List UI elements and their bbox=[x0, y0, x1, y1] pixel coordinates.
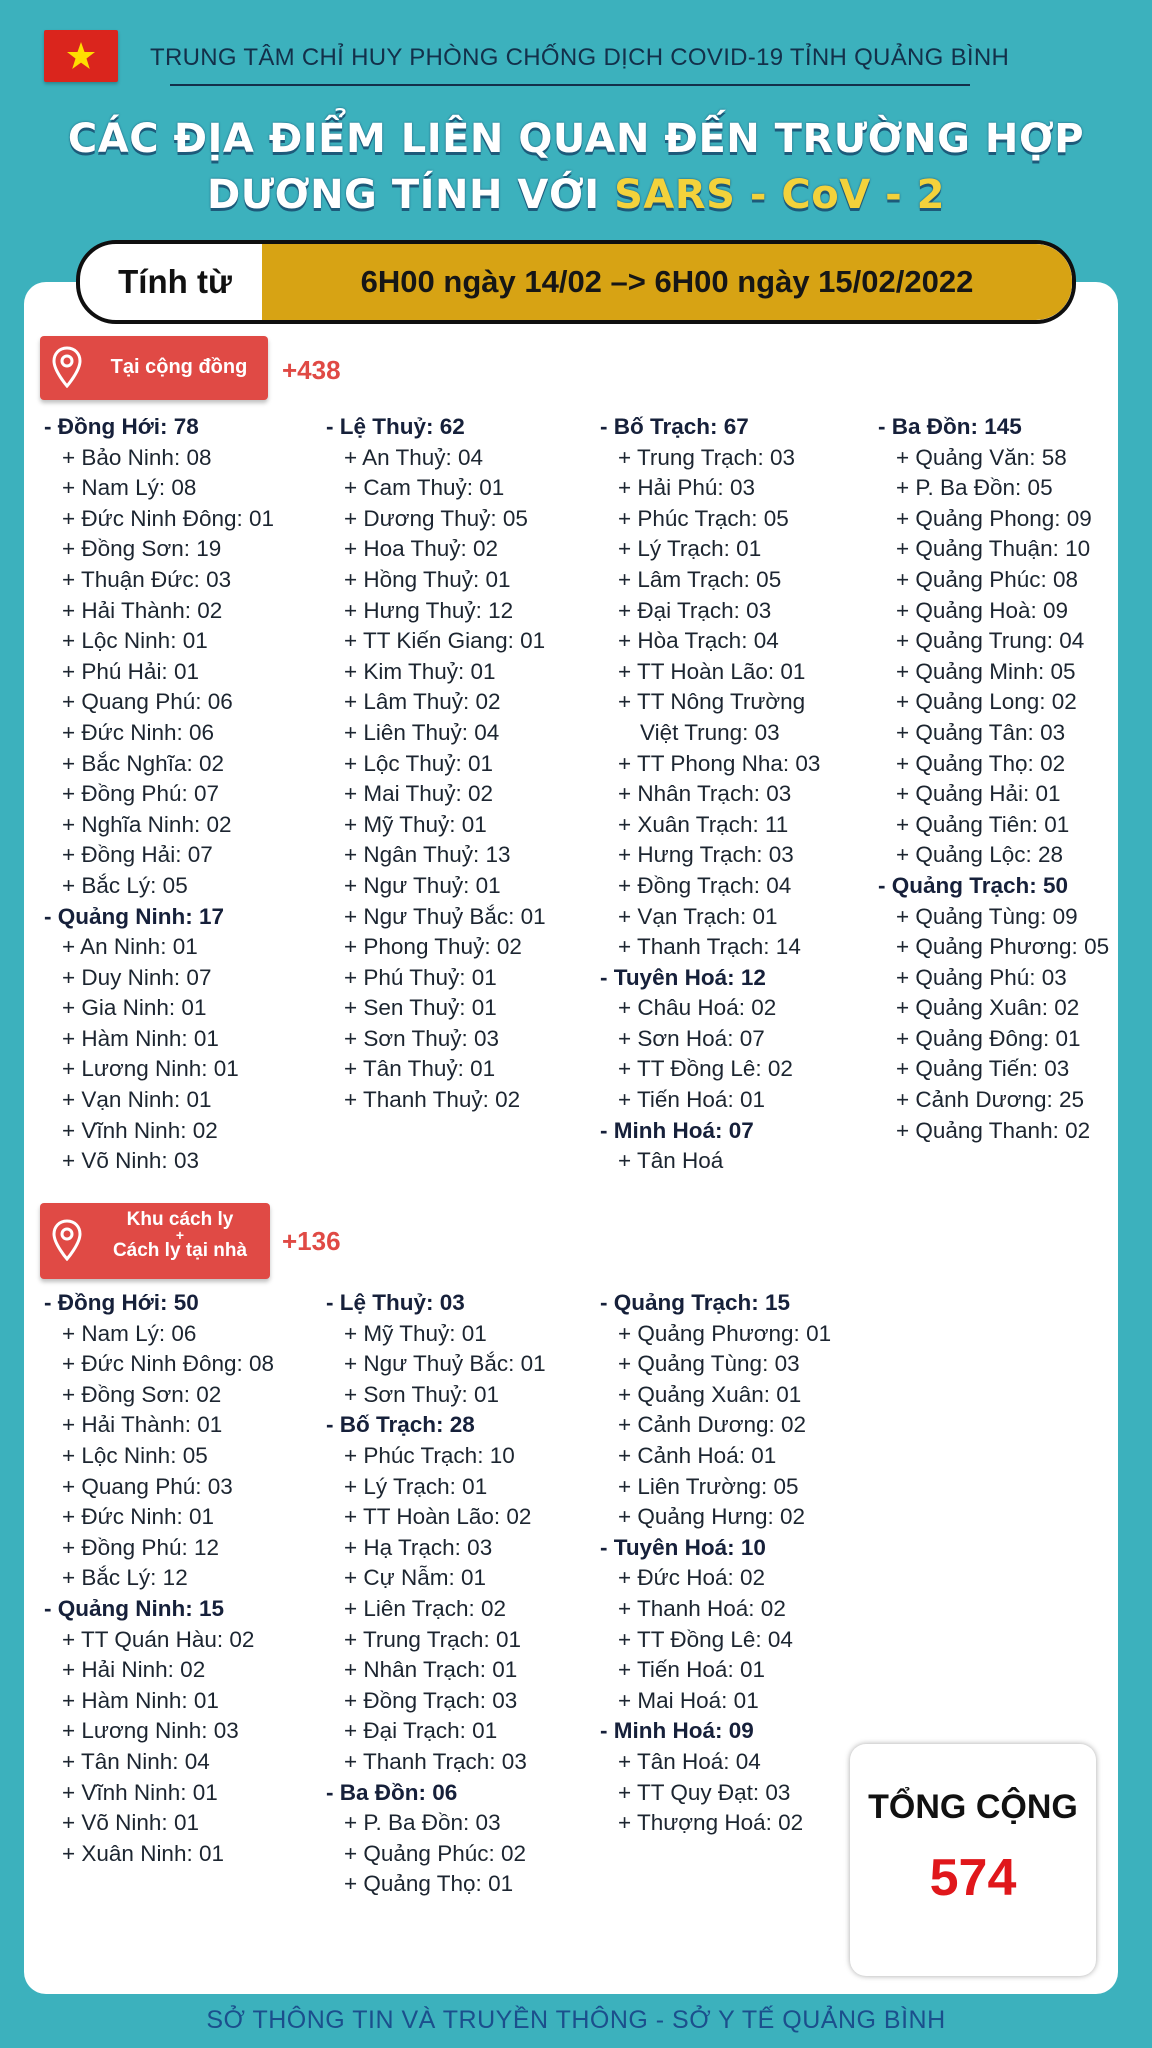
location-item: + TT Phong Nha: 03 bbox=[618, 750, 821, 776]
location-item: + Quảng Trung: 04 bbox=[896, 628, 1085, 654]
isolation-column-2 bbox=[326, 1288, 546, 1900]
location-item: + TT Nông Trường bbox=[618, 689, 806, 715]
location-item: + Xuân Ninh: 01 bbox=[62, 1840, 224, 1866]
location-item: + Võ Ninh: 01 bbox=[62, 1810, 199, 1836]
district-heading: - Quảng Ninh: 17 bbox=[44, 903, 224, 929]
location-item: + Mỹ Thuỷ: 01 bbox=[344, 1320, 487, 1346]
location-item: + Sơn Hoá: 07 bbox=[618, 1025, 765, 1051]
district-heading: - Bố Trạch: 67 bbox=[600, 414, 749, 439]
location-item: + Quảng Hoà: 09 bbox=[896, 597, 1069, 623]
header-divider bbox=[170, 84, 970, 86]
location-item: + TT Kiến Giang: 01 bbox=[344, 628, 546, 654]
location-item: + TT Đồng Lê: 02 bbox=[618, 1056, 793, 1082]
location-item: + Mai Thuỷ: 02 bbox=[344, 781, 494, 807]
location-item: + Quảng Tiên: 01 bbox=[896, 811, 1070, 837]
total-box bbox=[850, 1744, 1096, 1976]
location-pin-icon bbox=[52, 1219, 82, 1261]
location-item: + Quảng Phương: 01 bbox=[618, 1320, 832, 1346]
isolation-badge bbox=[40, 1203, 270, 1279]
location-item: + Đồng Phú: 07 bbox=[62, 781, 219, 807]
location-item: + Đồng Trạch: 03 bbox=[344, 1687, 518, 1713]
district-heading: - Quảng Trạch: 50 bbox=[878, 872, 1069, 898]
location-item: + Quảng Đông: 01 bbox=[896, 1025, 1081, 1051]
location-item: + Hải Thành: 02 bbox=[62, 597, 223, 623]
location-item: + P. Ba Đồn: 05 bbox=[896, 475, 1053, 501]
location-item: + Sen Thuỷ: 01 bbox=[344, 995, 497, 1021]
location-item: + TT Hoàn Lão: 01 bbox=[618, 658, 806, 684]
location-item: + Quảng Hưng: 02 bbox=[618, 1504, 806, 1530]
location-item: + Hoa Thuỷ: 02 bbox=[344, 536, 499, 562]
district-heading: - Ba Đồn: 145 bbox=[878, 414, 1022, 439]
location-item: + Ngư Thuỷ: 01 bbox=[344, 872, 501, 898]
location-item: + Quảng Thọ: 01 bbox=[344, 1871, 514, 1897]
location-item: + Thanh Thuỷ: 02 bbox=[344, 1087, 521, 1113]
location-item: + Quảng Tân: 03 bbox=[896, 719, 1066, 745]
location-item: + Hồng Thuỷ: 01 bbox=[344, 566, 511, 592]
location-item: + Võ Ninh: 03 bbox=[62, 1148, 199, 1174]
district-heading: - Quảng Ninh: 15 bbox=[44, 1595, 224, 1621]
location-item: + Mỹ Thuỷ: 01 bbox=[344, 811, 487, 837]
location-item: + Đồng Sơn: 19 bbox=[62, 536, 222, 562]
district-heading: - Đồng Hới: 50 bbox=[44, 1290, 199, 1315]
location-item: + Liên Thuỷ: 04 bbox=[344, 719, 500, 745]
location-item: + Lâm Trạch: 05 bbox=[618, 566, 782, 592]
location-item: + Hải Ninh: 02 bbox=[62, 1657, 206, 1683]
location-item: + Đức Ninh Đông: 08 bbox=[62, 1351, 275, 1377]
title-highlight: SARS - CoV - 2 bbox=[614, 172, 945, 218]
location-item: + Trung Trạch: 03 bbox=[618, 444, 795, 470]
location-item: + Quảng Xuân: 01 bbox=[618, 1381, 802, 1407]
location-item: + Bảo Ninh: 08 bbox=[62, 444, 212, 470]
location-item: + Đức Ninh: 06 bbox=[62, 719, 215, 745]
location-item: + Quảng Tùng: 09 bbox=[896, 903, 1078, 929]
location-item: Việt Trung: 03 bbox=[640, 719, 780, 745]
district-heading: - Tuyên Hoá: 10 bbox=[600, 1534, 766, 1560]
location-item: + Lâm Thuỷ: 02 bbox=[344, 689, 501, 715]
community-column-4 bbox=[878, 412, 1109, 1146]
total-value: 574 bbox=[929, 1849, 1017, 1907]
title-line-1: CÁC ĐỊA ĐIỂM LIÊN QUAN ĐẾN TRƯỜNG HỢP bbox=[67, 116, 1085, 162]
location-item: + Quảng Xuân: 02 bbox=[896, 995, 1080, 1021]
location-item: + Quảng Phúc: 08 bbox=[896, 566, 1079, 592]
location-item: + Quảng Lộc: 28 bbox=[896, 842, 1064, 868]
location-item: + Ngư Thuỷ Bắc: 01 bbox=[344, 903, 546, 929]
location-item: + Bắc Lý: 12 bbox=[62, 1565, 188, 1591]
community-label: Tại cộng đồng bbox=[110, 356, 248, 378]
location-item: + TT Đồng Lê: 04 bbox=[618, 1626, 793, 1652]
isolation-count: +136 bbox=[282, 1226, 341, 1256]
location-item: + Cam Thuỷ: 01 bbox=[344, 475, 505, 501]
location-item: + Quảng Phong: 09 bbox=[896, 505, 1092, 531]
district-heading: - Ba Đồn: 06 bbox=[326, 1779, 458, 1805]
location-item: + Hưng Thuỷ: 12 bbox=[344, 597, 514, 623]
location-item: + Tân Thuỷ: 01 bbox=[344, 1056, 496, 1082]
isolation-column-1 bbox=[44, 1288, 274, 1869]
location-item: + Hòa Trạch: 04 bbox=[618, 628, 779, 654]
location-item: + Trung Trạch: 01 bbox=[344, 1626, 521, 1652]
location-item: + Lộc Ninh: 01 bbox=[62, 628, 208, 654]
location-item: + Tiến Hoá: 01 bbox=[618, 1087, 765, 1113]
location-item: + Thanh Hoá: 02 bbox=[618, 1595, 786, 1621]
location-item: + Kim Thuỷ: 01 bbox=[344, 658, 496, 684]
location-item: + Sơn Thuỷ: 01 bbox=[344, 1381, 500, 1407]
location-item: + Tân Ninh: 04 bbox=[62, 1748, 210, 1774]
location-item: + Nam Lý: 06 bbox=[62, 1320, 197, 1346]
location-item: + Tiến Hoá: 01 bbox=[618, 1657, 765, 1683]
location-item: + Đồng Trạch: 04 bbox=[618, 872, 792, 898]
location-item: + TT Quy Đạt: 03 bbox=[618, 1779, 791, 1805]
location-item: + Quảng Tiến: 03 bbox=[896, 1056, 1070, 1082]
location-item: + Hải Phú: 03 bbox=[618, 475, 755, 501]
location-item: + Liên Trạch: 02 bbox=[344, 1595, 506, 1621]
location-item: + Vạn Ninh: 01 bbox=[62, 1087, 212, 1113]
location-item: + Quảng Thanh: 02 bbox=[896, 1117, 1091, 1143]
location-item: + Nghĩa Ninh: 02 bbox=[62, 811, 232, 837]
location-item: + Phú Hải: 01 bbox=[62, 658, 199, 684]
location-item: + Cảnh Dương: 25 bbox=[896, 1087, 1085, 1113]
location-item: + Thuận Đức: 03 bbox=[62, 566, 232, 592]
community-count: +438 bbox=[282, 355, 341, 385]
location-item: + Lương Ninh: 01 bbox=[62, 1056, 239, 1082]
location-item: + Đức Hoá: 02 bbox=[618, 1565, 766, 1591]
community-badge bbox=[40, 336, 268, 400]
location-item: + TT Hoàn Lão: 02 bbox=[344, 1504, 532, 1530]
location-pin-icon bbox=[52, 346, 82, 388]
location-item: + P. Ba Đồn: 03 bbox=[344, 1810, 501, 1836]
location-item: + Đức Ninh Đông: 01 bbox=[62, 505, 275, 531]
location-item: + Lộc Thuỷ: 01 bbox=[344, 750, 494, 776]
community-column-3 bbox=[600, 412, 820, 1177]
district-heading: - Lệ Thuỷ: 03 bbox=[326, 1290, 465, 1315]
period-label: Tính từ bbox=[118, 263, 232, 300]
location-item: + An Ninh: 01 bbox=[62, 934, 198, 960]
location-item: + Gia Ninh: 01 bbox=[62, 995, 207, 1021]
location-item: + Hải Thành: 01 bbox=[62, 1412, 223, 1438]
location-item: + Ngân Thuỷ: 13 bbox=[344, 842, 511, 868]
location-item: + Quang Phú: 06 bbox=[62, 689, 233, 715]
location-item: + Cảnh Hoá: 01 bbox=[618, 1442, 777, 1468]
location-item: + Quảng Minh: 05 bbox=[896, 658, 1076, 684]
location-item: + Hàm Ninh: 01 bbox=[62, 1025, 219, 1051]
district-heading: - Lệ Thuỷ: 62 bbox=[326, 414, 465, 439]
location-item: + Phong Thuỷ: 02 bbox=[344, 934, 522, 960]
district-heading: - Quảng Trạch: 15 bbox=[600, 1290, 791, 1315]
location-item: + Thanh Trạch: 14 bbox=[618, 934, 801, 960]
location-item: + Quảng Hải: 01 bbox=[896, 781, 1061, 807]
district-heading: - Đồng Hới: 78 bbox=[44, 414, 199, 439]
location-item: + Phúc Trạch: 10 bbox=[344, 1442, 515, 1468]
location-item: + Mai Hoá: 01 bbox=[618, 1687, 759, 1713]
location-item: + Cảnh Dương: 02 bbox=[618, 1412, 807, 1438]
isolation-label-line-1: Khu cách ly bbox=[126, 1209, 234, 1230]
location-item: + Đức Ninh: 01 bbox=[62, 1504, 215, 1530]
district-heading: - Bố Trạch: 28 bbox=[326, 1412, 475, 1438]
location-item: + Đồng Phú: 12 bbox=[62, 1534, 219, 1560]
location-item: + Bắc Lý: 05 bbox=[62, 872, 188, 898]
location-item: + Đại Trạch: 03 bbox=[618, 597, 772, 623]
district-heading: - Tuyên Hoá: 12 bbox=[600, 964, 766, 990]
location-item: + Cự Nẫm: 01 bbox=[344, 1565, 486, 1591]
location-item: + Thanh Trạch: 03 bbox=[344, 1748, 527, 1774]
location-item: + Ngư Thuỷ Bắc: 01 bbox=[344, 1351, 546, 1377]
isolation-column-3 bbox=[600, 1288, 831, 1839]
location-item: + Tân Hoá bbox=[618, 1148, 724, 1174]
location-item: + Quảng Thọ: 02 bbox=[896, 750, 1066, 776]
title-line-2 bbox=[0, 172, 1152, 218]
location-item: + Quảng Phương: 05 bbox=[896, 934, 1110, 960]
location-item: + Quảng Long: 02 bbox=[896, 689, 1077, 715]
location-item: + Châu Hoá: 02 bbox=[618, 995, 777, 1021]
location-item: + Hàm Ninh: 01 bbox=[62, 1687, 219, 1713]
location-item: + Đồng Hải: 07 bbox=[62, 842, 213, 868]
period-banner bbox=[76, 240, 1076, 324]
location-item: + Vĩnh Ninh: 02 bbox=[62, 1117, 218, 1143]
district-heading: - Minh Hoá: 09 bbox=[600, 1718, 754, 1744]
location-item: + Quảng Phú: 03 bbox=[896, 964, 1067, 990]
organization-name: TRUNG TÂM CHỈ HUY PHÒNG CHỐNG DỊCH COVID-19 TỈNH QUẢNG BÌNH bbox=[150, 44, 1010, 71]
location-item: + Liên Trường: 05 bbox=[618, 1473, 799, 1499]
location-item: + Quảng Văn: 58 bbox=[896, 444, 1067, 470]
location-item: + Lộc Ninh: 05 bbox=[62, 1442, 208, 1468]
footer-credit: SỞ THÔNG TIN VÀ TRUYỀN THÔNG - SỞ Y TẾ QUẢNG BÌNH bbox=[206, 2006, 946, 2034]
location-item: + Lý Trạch: 01 bbox=[618, 536, 762, 562]
location-item: + Lý Trạch: 01 bbox=[344, 1473, 488, 1499]
star-icon bbox=[66, 42, 96, 70]
isolation-label-line-2: + bbox=[175, 1227, 185, 1243]
vietnam-flag-icon bbox=[44, 30, 118, 82]
location-item: + Nhân Trạch: 01 bbox=[344, 1657, 518, 1683]
location-item: + Quảng Phúc: 02 bbox=[344, 1840, 527, 1866]
location-item: + Sơn Thuỷ: 03 bbox=[344, 1025, 500, 1051]
community-column-1 bbox=[44, 412, 274, 1177]
location-item: + Quảng Thuận: 10 bbox=[896, 536, 1091, 562]
location-item: + Xuân Trạch: 11 bbox=[618, 811, 789, 837]
location-item: + Phúc Trạch: 05 bbox=[618, 505, 789, 531]
location-item: + Tân Hoá: 04 bbox=[618, 1748, 761, 1774]
location-item: + Hưng Trạch: 03 bbox=[618, 842, 794, 868]
location-item: + Nam Lý: 08 bbox=[62, 475, 197, 501]
location-item: + TT Quán Hàu: 02 bbox=[62, 1626, 255, 1652]
total-label: TỔNG CỘNG bbox=[868, 1788, 1078, 1826]
district-heading: - Minh Hoá: 07 bbox=[600, 1117, 754, 1143]
location-item: + Duy Ninh: 07 bbox=[62, 964, 212, 990]
location-item: + Quảng Tùng: 03 bbox=[618, 1351, 800, 1377]
location-item: + Thượng Hoá: 02 bbox=[618, 1810, 804, 1836]
isolation-label bbox=[96, 1209, 264, 1261]
community-column-2 bbox=[326, 412, 546, 1116]
title-prefix: DƯƠNG TÍNH VỚI bbox=[207, 172, 615, 218]
location-item: + Bắc Nghĩa: 02 bbox=[62, 750, 224, 776]
location-item: + Lương Ninh: 03 bbox=[62, 1718, 239, 1744]
period-range: 6H00 ngày 14/02 –> 6H00 ngày 15/02/2022 bbox=[262, 244, 1072, 320]
location-item: + Nhân Trạch: 03 bbox=[618, 781, 792, 807]
isolation-label-line-3: Cách ly tại nhà bbox=[112, 1240, 248, 1261]
location-item: + Vĩnh Ninh: 01 bbox=[62, 1779, 218, 1805]
location-item: + Dương Thuỷ: 05 bbox=[344, 505, 528, 531]
location-item: + An Thuỷ: 04 bbox=[344, 444, 484, 470]
location-item: + Phú Thuỷ: 01 bbox=[344, 964, 497, 990]
location-item: + Vạn Trạch: 01 bbox=[618, 903, 778, 929]
location-item: + Hạ Trạch: 03 bbox=[344, 1534, 493, 1560]
location-item: + Quang Phú: 03 bbox=[62, 1473, 233, 1499]
location-item: + Đồng Sơn: 02 bbox=[62, 1381, 222, 1407]
location-item: + Đại Trạch: 01 bbox=[344, 1718, 498, 1744]
